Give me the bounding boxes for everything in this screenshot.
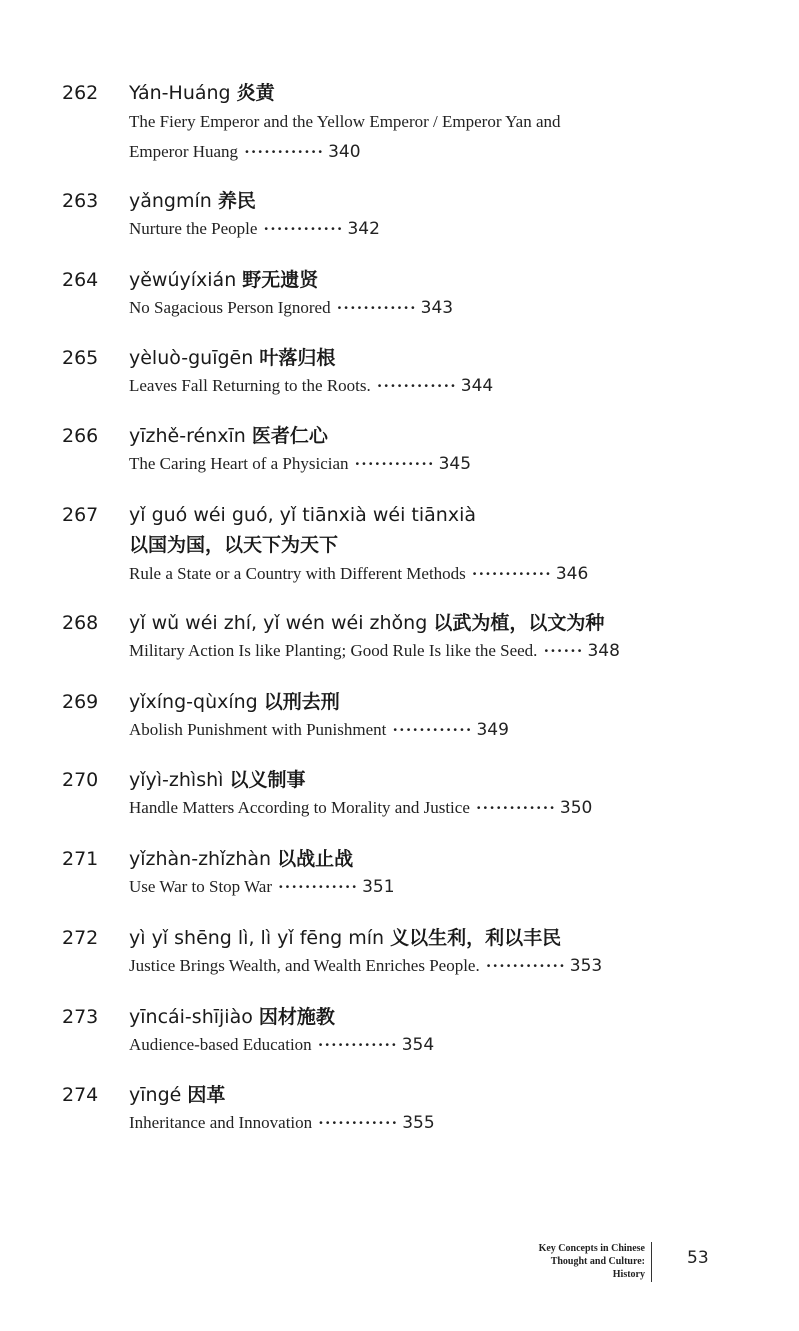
entry-translation	[129, 718, 509, 742]
page-ref[interactable]: 351	[362, 877, 395, 897]
translation-line: The Caring Heart of a Physician	[129, 454, 349, 473]
entry-number: 266	[62, 425, 99, 447]
translation-line: The Fiery Emperor and the Yellow Emperor / Emperor Yan and	[129, 112, 561, 131]
entry-heading	[129, 502, 476, 528]
entry-pinyin: yǐzhàn-zhǐzhàn	[129, 848, 272, 870]
entry-hanzi: 义以生利，利以丰民	[390, 927, 562, 949]
entry-pinyin: yīncái-shījiào	[129, 1006, 253, 1028]
dot-leader: ············	[376, 376, 457, 395]
page-ref[interactable]: 340	[328, 142, 361, 162]
entry-heading	[129, 80, 275, 106]
translation-line: Use War to Stop War	[129, 877, 273, 896]
entry-translation	[129, 217, 380, 241]
entry-pinyin: Yán-Huáng	[129, 82, 231, 104]
entry-heading	[129, 925, 561, 951]
entry-pinyin: yīzhě-rénxīn	[129, 425, 246, 447]
dot-leader: ············	[318, 1113, 399, 1132]
entry-hanzi: 叶落归根	[259, 347, 336, 369]
dot-leader: ············	[354, 454, 435, 473]
entry-translation	[129, 875, 395, 899]
entry-translation	[129, 954, 602, 978]
dot-leader: ······	[543, 641, 584, 660]
entry-heading	[129, 1004, 335, 1030]
entry-heading	[129, 846, 353, 872]
entry-heading	[129, 267, 318, 293]
entry-hanzi: 养民	[217, 190, 256, 212]
entry-number: 269	[62, 691, 99, 713]
entry-pinyin: yěwúyíxián	[129, 269, 237, 291]
dot-leader: ············	[392, 720, 473, 739]
page-ref[interactable]: 346	[555, 564, 589, 584]
entry-number: 263	[62, 190, 99, 212]
entry-pinyin: yīngé	[129, 1084, 182, 1106]
dot-leader: ············	[471, 564, 552, 583]
translation-line: Abolish Punishment with Punishment	[129, 720, 387, 739]
page-number: 53	[687, 1248, 709, 1268]
dot-leader: ············	[336, 298, 417, 317]
dot-leader: ············	[475, 798, 556, 817]
entry-heading	[129, 610, 604, 636]
entry-hanzi: 因材施教	[258, 1006, 335, 1028]
entry-hanzi: 以国为国，以天下为天下	[129, 534, 339, 556]
page-ref[interactable]: 344	[460, 376, 494, 396]
entry-translation	[129, 1033, 434, 1057]
entry-pinyin: yǐyì-zhìshì	[129, 769, 224, 791]
translation-line: Inheritance and Innovation	[129, 1113, 313, 1132]
footer-line: Key Concepts in Chinese	[538, 1243, 645, 1254]
entry-hanzi: 以战止战	[277, 848, 354, 870]
entry-pinyin: yì yǐ shēng lì, lì yǐ fēng mín	[129, 927, 385, 949]
entry-number: 268	[62, 612, 99, 634]
entry-translation	[129, 796, 592, 820]
entry-translation	[129, 452, 471, 476]
translation-line: No Sagacious Person Ignored	[129, 298, 331, 317]
page-ref[interactable]: 345	[438, 454, 472, 474]
entry-hanzi: 因革	[187, 1084, 226, 1106]
entry-number: 262	[62, 82, 99, 104]
dot-leader: ············	[278, 877, 359, 896]
entry-translation	[129, 639, 620, 663]
entry-number: 265	[62, 347, 99, 369]
entry-pinyin: yǐ wǔ wéi zhí, yǐ wén wéi zhǒng	[129, 612, 428, 634]
footer-line: History	[612, 1269, 645, 1280]
translation-line: Nurture the People	[129, 219, 258, 238]
entry-pinyin: yǐxíng-qùxíng	[129, 691, 258, 713]
page-ref[interactable]: 355	[402, 1113, 435, 1133]
running-footer	[445, 1242, 645, 1281]
translation-line: Leaves Fall Returning to the Roots.	[129, 376, 371, 395]
entry-number: 264	[62, 269, 99, 291]
entry-pinyin: yèluò-guīgēn	[129, 347, 254, 369]
entry-hanzi: 以义制事	[229, 769, 306, 791]
entry-heading	[129, 423, 328, 449]
translation-line: Audience-based Education	[129, 1035, 312, 1054]
entry-hanzi: 炎黄	[236, 82, 275, 104]
entry-heading	[129, 689, 340, 715]
entry-hanzi: 野无遗贤	[242, 269, 319, 291]
entry-hanzi: 以武为植，以文为种	[433, 612, 605, 634]
dot-leader: ············	[485, 956, 566, 975]
translation-line: Justice Brings Wealth, and Wealth Enriches People.	[129, 956, 480, 975]
dot-leader: ············	[244, 142, 325, 161]
entry-number: 272	[62, 927, 99, 949]
translation-line: Military Action Is like Planting; Good Rule Is like the Seed.	[129, 641, 538, 660]
entry-translation	[129, 374, 493, 398]
translation-line: Rule a State or a Country with Different Methods	[129, 564, 466, 583]
footer-divider	[651, 1242, 652, 1282]
page-ref[interactable]: 354	[401, 1035, 435, 1055]
entry-translation	[129, 562, 588, 586]
page-ref[interactable]: 353	[569, 956, 603, 976]
page-ref[interactable]: 343	[420, 298, 454, 318]
translation-line: Emperor Huang	[129, 142, 239, 161]
entry-translation	[129, 296, 453, 320]
entry-number: 274	[62, 1084, 99, 1106]
entry-number: 271	[62, 848, 99, 870]
translation-line: Handle Matters According to Morality and Justice	[129, 798, 470, 817]
entry-hanzi: 以刑去刑	[263, 691, 340, 713]
entry-translation	[129, 110, 561, 134]
page-ref[interactable]: 349	[476, 720, 509, 740]
entry-heading	[129, 767, 305, 793]
entry-heading	[129, 1082, 225, 1108]
entry-translation	[129, 140, 361, 164]
dot-leader: ············	[263, 219, 344, 238]
page-ref[interactable]: 350	[559, 798, 593, 818]
footer-line: Thought and Culture:	[550, 1256, 645, 1267]
entry-pinyin: yǐ guó wéi guó, yǐ tiānxià wéi tiānxià	[129, 504, 476, 526]
entry-number: 273	[62, 1006, 99, 1028]
entry-translation	[129, 1111, 435, 1135]
entry-hanzi: 医者仁心	[251, 425, 328, 447]
entry-pinyin: yǎngmín	[129, 190, 212, 212]
entry-heading	[129, 345, 335, 371]
entry-number: 270	[62, 769, 99, 791]
dot-leader: ············	[317, 1035, 398, 1054]
entry-heading	[129, 188, 256, 214]
page-ref[interactable]: 348	[587, 641, 620, 661]
page-ref[interactable]: 342	[347, 219, 380, 239]
entry-number: 267	[62, 504, 99, 526]
